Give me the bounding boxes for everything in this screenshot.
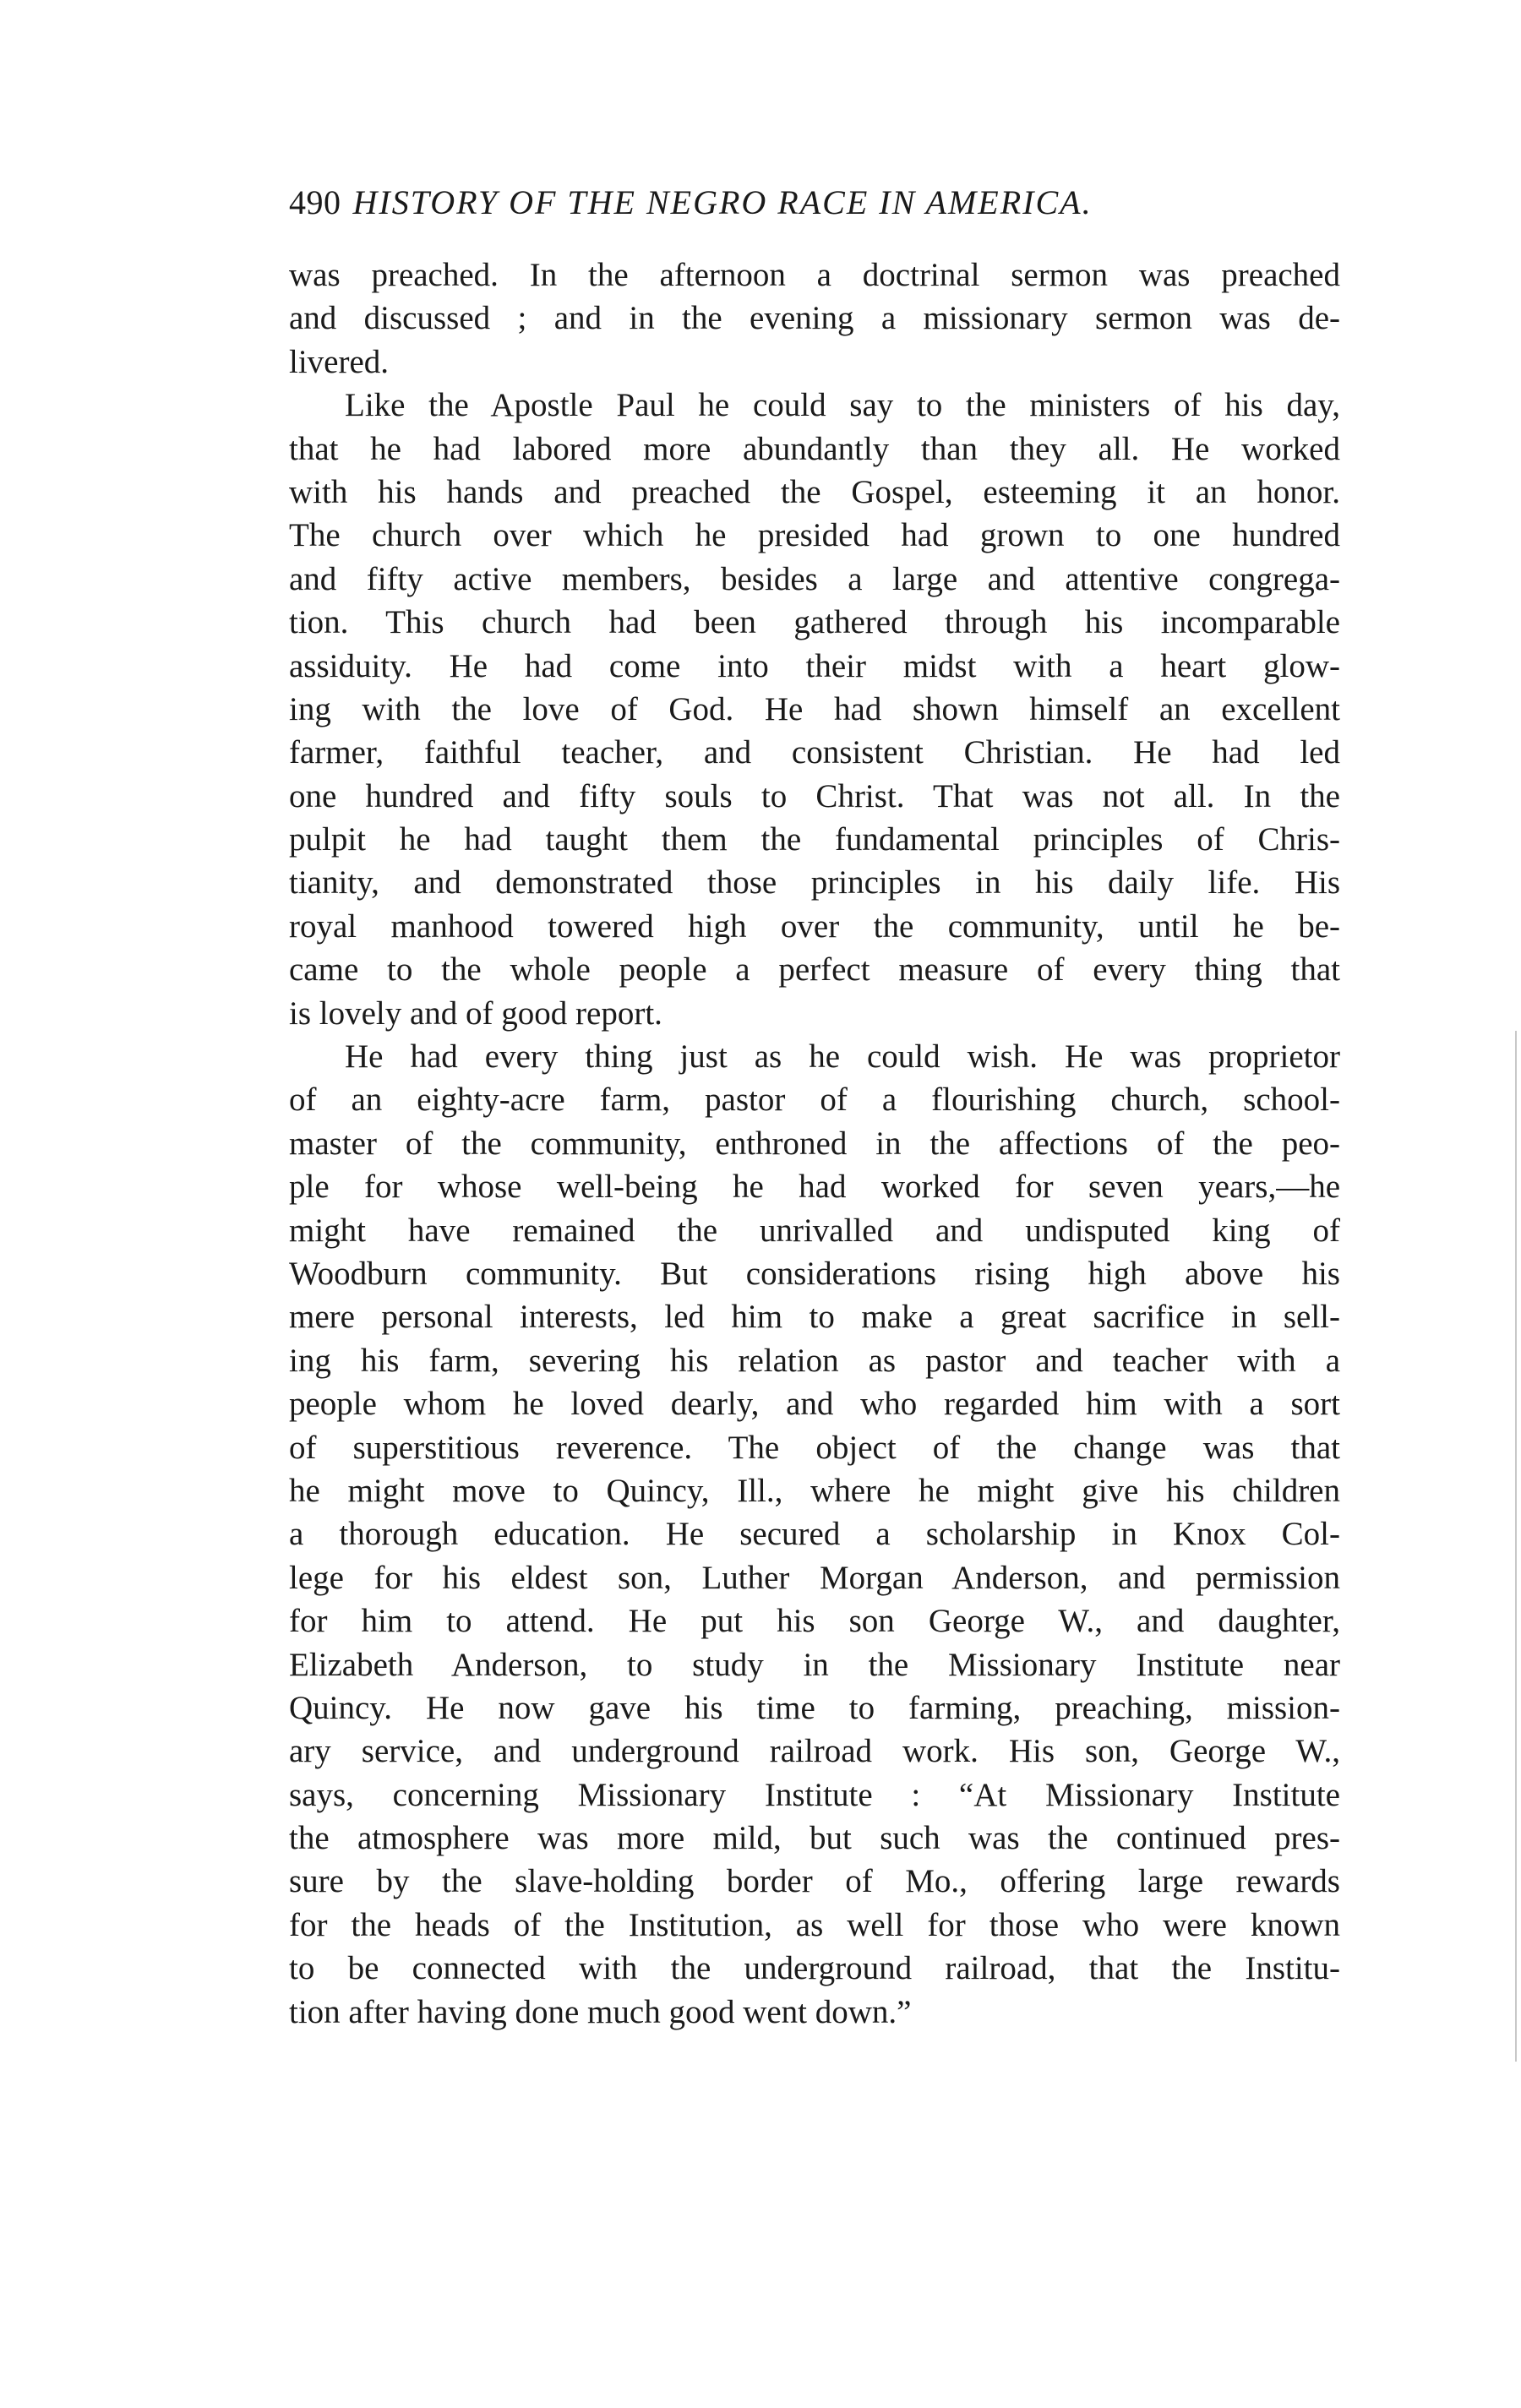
text-line: the atmosphere was more mild, but such was the continued pres- [289,1820,1340,1857]
text-line: Elizabeth Anderson, to study in the Missionary Institute near [289,1646,1340,1683]
text-line: lege for his eldest son, Luther Morgan Anderson, and permission [289,1559,1340,1596]
paragraph [289,253,1340,384]
text-line: a thorough education. He secured a scholarship in Knox Col- [289,1516,1340,1553]
paragraph [289,384,1340,1035]
text-line: tion after having done much good went down.” [289,1993,912,2030]
body-text [289,253,1340,2034]
text-line: master of the community, enthroned in the affections of the peo- [289,1125,1340,1162]
text-line: of an eighty-acre farm, pastor of a flourishing church, school- [289,1081,1340,1119]
text-line: to be connected with the underground railroad, that the Institu- [289,1950,1340,1987]
text-line: that he had labored more abundantly than they all. He worked [289,430,1340,467]
text-line: says, concerning Missionary Institute : “At Missionary Institute [289,1776,1340,1813]
text-line: livered. [289,343,390,380]
text-line: mere personal interests, led him to make a great sacrifice in sell- [289,1299,1340,1336]
page-edge-shadow [1515,1031,1517,2062]
text-line: pulpit he had taught them the fundamental principles of Chris- [289,821,1340,858]
text-line: for him to attend. He put his son George W., and daughter, [289,1603,1340,1640]
text-line: was preached. In the afternoon a doctrinal sermon was preached [289,257,1340,293]
text-line: ing with the love of God. He had shown himself an excellent [289,690,1340,727]
text-line: with his hands and preached the Gospel, esteeming it an honor. [289,473,1340,510]
text-line: Like the Apostle Paul he could say to the ministers of his day, [345,387,1340,424]
running-title: HISTORY OF THE NEGRO RACE IN AMERICA. [352,183,1093,221]
text-line: ing his farm, severing his relation as pastor and teacher with a [289,1342,1340,1379]
text-line: Woodburn community. But considerations rising high above his [289,1255,1340,1292]
text-line: sure by the slave-holding border of Mo., offering large rewards [289,1863,1340,1900]
text-line: people whom he loved dearly, and who regarded him with a sort [289,1386,1340,1423]
text-line: came to the whole people a perfect measure of every thing that [289,951,1340,989]
text-line: might have remained the unrivalled and undisputed king of [289,1212,1340,1249]
text-line: The church over which he presided had grown to one hundred [289,517,1340,554]
text-line: He had every thing just as he could wish. He was proprietor [345,1038,1340,1076]
text-line: and fifty active members, besides a large and attentive congrega- [289,560,1340,597]
text-line: assiduity. He had come into their midst with a heart glow- [289,647,1340,684]
text-line: for the heads of the Institution, as well for those who were known [289,1906,1340,1943]
page-number: 490 [289,183,341,221]
text-line: farmer, faithful teacher, and consistent Christian. He had led [289,734,1340,771]
text-line: and discussed ; and in the evening a missionary sermon was de- [289,300,1340,337]
text-line: Quincy. He now gave his time to farming, preaching, mission- [289,1689,1340,1726]
text-line: tion. This church had been gathered through his incomparable [289,604,1340,641]
text-line: of superstitious reverence. The object of the change was that [289,1429,1340,1466]
text-line: tianity, and demonstrated those principles in his daily life. His [289,864,1340,902]
running-header [289,177,1303,228]
paragraph [289,1035,1340,2034]
text-line: one hundred and fifty souls to Christ. That was not all. In the [289,777,1340,814]
text-line: he might move to Quincy, Ill., where he might give his children [289,1472,1340,1509]
text-line: ary service, and underground railroad work. His son, George W., [289,1733,1340,1770]
text-line: ple for whose well-being he had worked for seven years,—he [289,1169,1340,1206]
text-line: royal manhood towered high over the community, until he be- [289,907,1340,945]
text-line: is lovely and of good report. [289,994,662,1032]
